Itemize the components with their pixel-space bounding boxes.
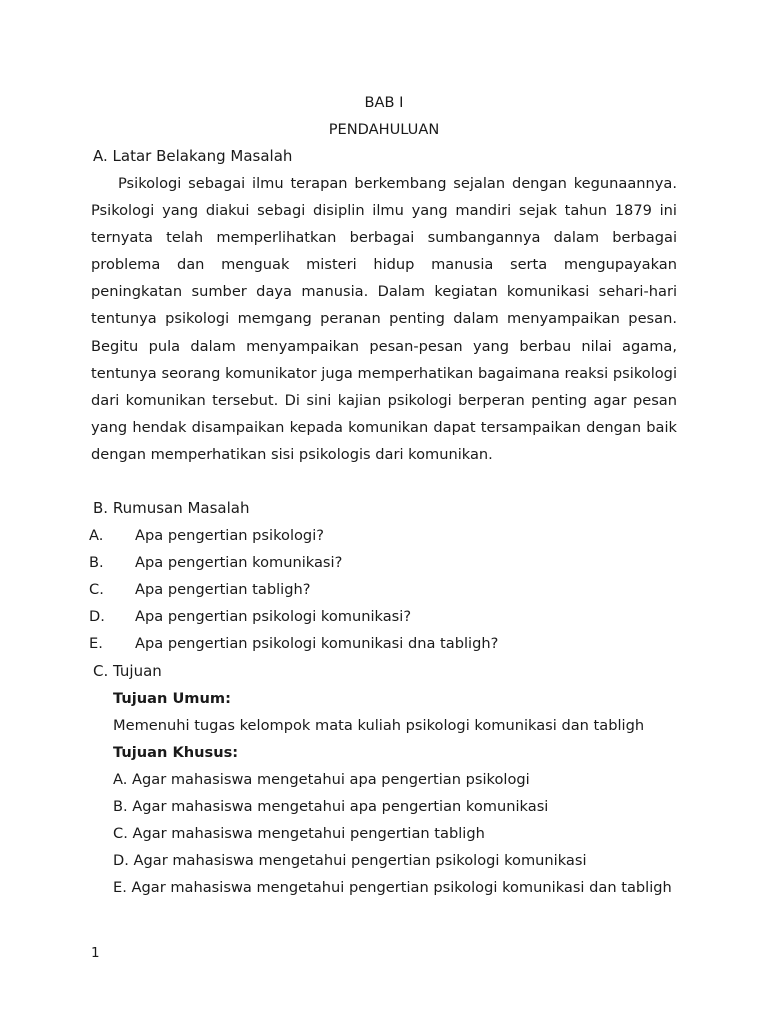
list-marker: C. bbox=[89, 581, 104, 598]
general-goal-text: Memenuhi tugas kelompok mata kuliah psikologi komunikasi dan tabligh bbox=[113, 717, 645, 734]
specific-goal-label: Tujuan Khusus: bbox=[113, 744, 239, 761]
list-item-text: Apa pengertian psikologi? bbox=[135, 527, 324, 544]
list-item: A. Agar mahasiswa mengetahui apa pengertian psikologi bbox=[113, 771, 530, 788]
list-item: B. Agar mahasiswa mengetahui apa pengertian komunikasi bbox=[113, 798, 549, 815]
list-marker: E. bbox=[89, 635, 103, 652]
list-marker: D. bbox=[89, 608, 105, 625]
list-item bbox=[89, 576, 498, 603]
background-paragraph: Psikologi sebagai ilmu terapan berkembang sejalan dengan kegunaannya. Psikologi yang diakui sebagi disiplin ilmu yang mandiri sejak tahun 1879 ini ternyata telah memperlihatkan berbagai sumbangannya dalam berbagai problema dan menguak misteri hidup manusia serta mengupayakan peningkatan sumber daya manusia. Dalam kegiatan komunikasi sehari-hari tentunya psikologi memgang peranan penting dalam menyampaikan pesan. Begitu pula dalam menyampaikan pesan-pesan yang berbau nilai agama, tentunya seorang komunikator juga memperhatikan bagaimana reaksi psikologi dari komunikan tersebut. Di sini kajian psikologi berperan penting agar pesan yang hendak disampaikan kepada komunikan dapat tersampaikan dengan baik dengan memperhatikan sisi psikologis dari komunikan. bbox=[91, 175, 677, 463]
list-item-text: Apa pengertian psikologi komunikasi dna tabligh? bbox=[135, 635, 499, 652]
chapter-label: BAB I bbox=[364, 94, 404, 111]
list-item: D. Agar mahasiswa mengetahui pengertian psikologi komunikasi bbox=[113, 852, 587, 869]
list-item: E. Agar mahasiswa mengetahui pengertian psikologi komunikasi dan tabligh bbox=[113, 879, 672, 896]
page-number: 1 bbox=[91, 945, 100, 961]
list-item bbox=[89, 630, 498, 657]
list-item: C. Agar mahasiswa mengetahui pengertian tabligh bbox=[113, 825, 485, 842]
list-item-text: Apa pengertian tabligh? bbox=[135, 581, 311, 598]
list-item-text: Apa pengertian psikologi komunikasi? bbox=[135, 608, 412, 625]
specific-goal-list bbox=[113, 766, 677, 901]
general-goal-label: Tujuan Umum: bbox=[113, 690, 231, 707]
section-a-heading: A. Latar Belakang Masalah bbox=[93, 147, 293, 165]
problem-list bbox=[89, 522, 498, 657]
chapter-title: PENDAHULUAN bbox=[328, 121, 440, 138]
list-item bbox=[89, 549, 498, 576]
list-item bbox=[89, 522, 498, 549]
list-marker: B. bbox=[89, 554, 104, 571]
section-c-heading: C. Tujuan bbox=[93, 662, 162, 680]
list-item-text: Apa pengertian komunikasi? bbox=[135, 554, 343, 571]
list-item bbox=[89, 603, 498, 630]
list-marker: A. bbox=[89, 527, 104, 544]
section-b-heading: B. Rumusan Masalah bbox=[93, 499, 250, 517]
